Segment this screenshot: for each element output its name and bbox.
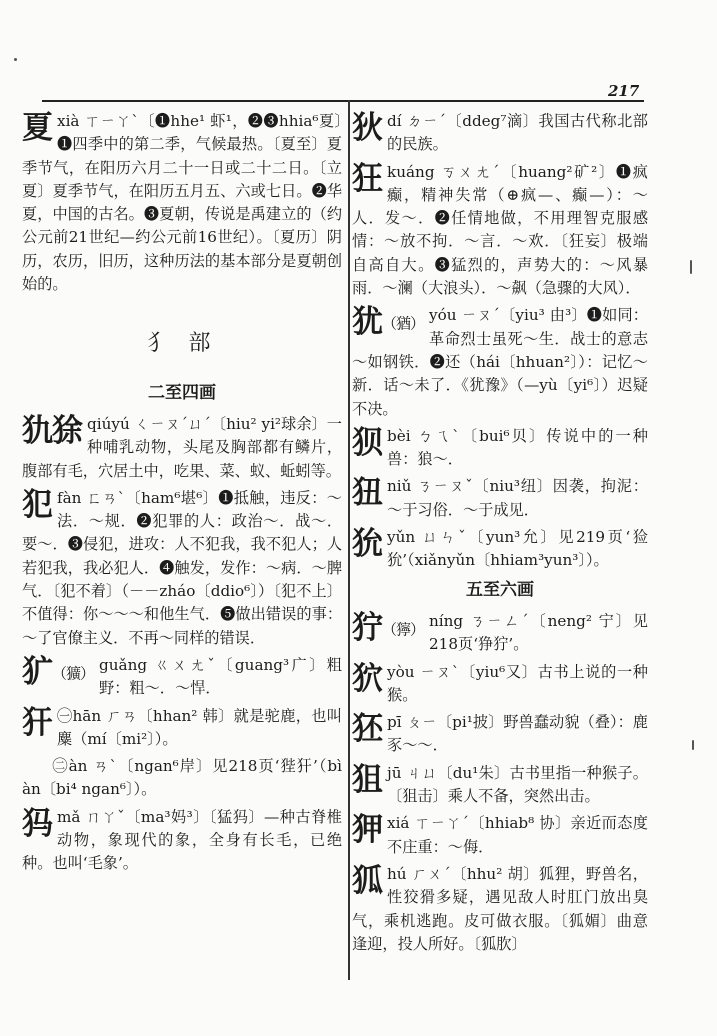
entry-niu: [352, 475, 648, 522]
entry-pi: [352, 711, 648, 758]
headword: 犸: [22, 805, 52, 842]
scan-speck: [14, 58, 17, 61]
definition: dí ㄉㄧˊ〔ddeg⁷滴〕我国古代称北部的民族。: [387, 112, 648, 154]
definition: yǔn ㄩㄣˇ〔yun³允〕见219页‘猃狁’（xiǎnyǔn〔hhiam³yun³〕）。: [387, 528, 648, 570]
definition: yóu ㄧㄡˊ〔yiu³ 由³〕❶如同：革命烈士虽死～生．战士的意志～如钢铁．❷还（hái〔hhuan²〕）：记忆～新．话～未了．《犹豫》（—yù〔yi⁶〕）迟疑不决。: [352, 306, 648, 418]
column-divider: [348, 100, 350, 980]
headword: 犰狳: [22, 412, 82, 449]
headword: 狙: [352, 761, 382, 798]
entry-han: [22, 705, 342, 752]
definition: jū ㄐㄩ〔du¹朱〕古书里指一种猴子。〔狙击〕乘人不备，突然出击。: [387, 763, 648, 806]
section-heading: 二至四画: [148, 382, 216, 403]
headword: 狞（獰）: [352, 609, 425, 646]
entry-qiuyu: [22, 413, 342, 483]
left-column: [22, 110, 342, 880]
entry-ning: [352, 610, 648, 657]
header-rule: [42, 100, 644, 102]
definition: yòu ㄧㄡˋ〔yiu⁶又〕古书上说的一种猴。: [387, 662, 648, 704]
entry-di: [352, 110, 648, 157]
definition: hú ㄏㄨˊ〔hhu² 胡〕狐狸，野兽名，性狡猾多疑，遇见敌人时肛门放出臭气，乘机逃跑。皮可做衣服。〔狐媚〕曲意逢迎，投人所好。〔狐肷〕: [352, 864, 648, 953]
entry-you2: [352, 661, 648, 708]
definition: mǎ ㄇㄚˇ〔ma³妈³〕〔猛犸〕—种古脊椎动物，象现代的象，全身有长毛，已绝种。也叫‘毛象’。: [22, 807, 342, 873]
headword: 犹（猶）: [352, 304, 425, 341]
headword: 狁: [352, 526, 382, 563]
entry-hu: [352, 863, 648, 956]
definition: guǎng ㄍㄨㄤˇ〔guang³广〕粗野：粗～．～悍．: [99, 655, 342, 698]
definition: xiá ㄒㄧㄚˊ〔hhiab⁸ 协〕亲近而态度不庄重：～侮．: [387, 814, 648, 856]
definition: níng ㄋㄧㄥˊ〔neng² 宁〕见218页‘狰狞’。: [429, 611, 648, 654]
entry-xia2: [352, 812, 648, 859]
definition: bèi ㄅㄟˋ〔bui⁶贝〕传说中的一种兽：狼～．: [387, 426, 648, 469]
entry-fan: [22, 487, 342, 650]
definition: niǔ ㄋㄧㄡˇ〔niu³纽〕因袭，拘泥：～于习俗．～于成见．: [387, 477, 648, 519]
scan-speck: [690, 260, 692, 274]
definition: ㊀hān ㄏㄢ〔hhan² 韩〕就是驼鹿，也叫麋（mí〔mi²〕）。: [57, 706, 342, 748]
right-column: [352, 110, 648, 960]
headword: 夏: [22, 110, 52, 146]
entry-you: [352, 304, 648, 420]
headword: 狈: [352, 424, 382, 461]
entry-kuang: [352, 161, 648, 301]
definition: pī ㄆㄧ〔pi¹披〕野兽蠢动貌（叠）：鹿豕～～．: [387, 713, 648, 755]
headword: 狄: [352, 110, 382, 146]
entry-an: [22, 755, 342, 802]
entry-yun: [352, 526, 648, 573]
headword: 狃: [352, 475, 382, 512]
definition: fàn ㄈㄢˋ〔ham⁶堪⁶〕❶抵触，违反：～法．～规．❷犯罪的人：政治～．战～．要～．❸侵犯，进攻：人不犯我，我不犯人；人若犯我，我必犯人．❹触发，发作：～病．～脾气．〔犯不着〕（－－zháo〔ddio⁶〕）〔犯不上〕不值得：你～～～和他生气．❺做出错误的事：～了官僚主义．不再～同样的错误．: [22, 488, 342, 647]
headword: 狎: [352, 812, 382, 849]
headword: 犯: [22, 486, 52, 523]
section-heading: 五至六画: [466, 579, 534, 600]
entry-guang: [22, 654, 342, 701]
headword: 犴: [22, 704, 52, 741]
entry-bei: [352, 425, 648, 472]
headword: 狖: [352, 660, 382, 697]
definition: xià ㄒㄧㄚˋ〔❶hhe¹ 虾¹，❷❸hhia⁶夏〕❶四季中的第二季，气候最热。〔夏至〕夏季节气，在阳历六月二十一日或二十二日。〔立夏〕夏季节气，在阳历五月五、六或七日。❷华夏，中国的古名。❸夏朝，传说是禹建立的（约公元前21世纪—约公元前16世纪）。〔夏历〕阴历，农历，旧历，这种历法的基本部分是夏朝创始的。: [22, 112, 342, 294]
entry-ju: [352, 762, 648, 809]
radical-heading: 犭 部: [147, 331, 217, 357]
page-number: 217: [608, 82, 640, 100]
entry-ma: [22, 806, 342, 876]
headword: 狂: [352, 160, 382, 197]
headword: 狐: [352, 862, 382, 899]
scan-speck: [692, 740, 694, 750]
entry-xia: [22, 110, 342, 296]
definition: ㊁àn ㄢˋ〔ngan⁶岸〕见218页‘狴犴’（bì àn〔bi⁴ ngan⁶〕）。: [22, 757, 342, 799]
headword: 犷（獷）: [22, 653, 95, 690]
headword: 狉: [352, 711, 382, 748]
definition: qiúyú ㄑㄧㄡˊㄩˊ〔hiu² yi²球余〕一种哺乳动物，头尾及胸部都有鳞片，腹部有毛，穴居土中，吃果、菜、蚁、蚯蚓等。: [22, 414, 342, 480]
definition: kuáng ㄎㄨㄤˊ〔huang²矿²〕❶疯癫，精神失常（⊕疯—、癫—）：～人．发～．❷任情地做，不用理智克服感情：～放不拘．～言．～欢．〔狂妄〕极端自高自大。❸猛烈的，声势大的：～风暴雨．～澜（大浪头）．～飙（急骤的大风）．: [352, 162, 648, 298]
